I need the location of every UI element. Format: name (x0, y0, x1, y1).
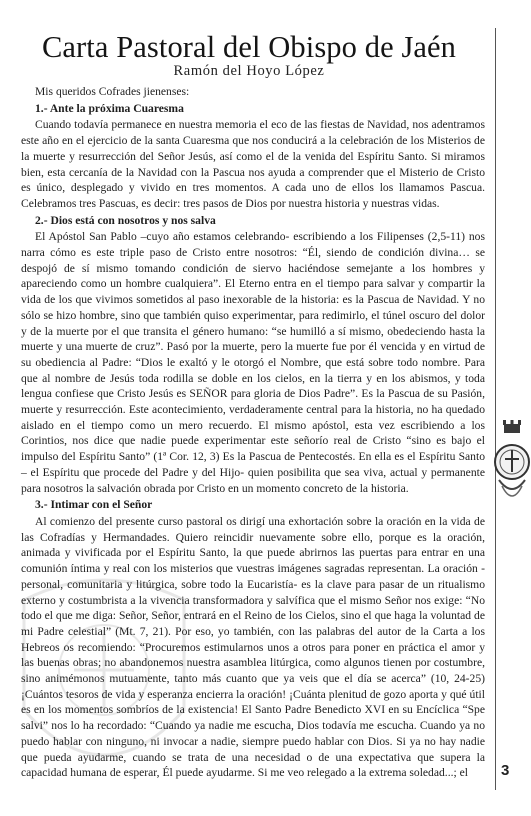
greeting: Mis queridos Cofrades jienenses: (35, 85, 190, 98)
section-paragraph: Al comienzo del presente curso pastoral os dirigí una exhortación sobre la oración en la vida de las Cofradías y Hermandades. Quiero reincidir nuevamente sobre ello, porque es la oración, animada y vivificada por el Espíritu Santo, la que puede abrirnos las puertas para entrar en una comunión íntima y real con los misterios que vuestras imágenes sagradas representan. La oración -personal, comunitaria y litúrgica, sobre todo la Eucaristía- es la clave para pasar de un ritualismo externo y costumbrista a la vivencia transformadora y salvífica que el mismo Señor nos exige: “No todo el que me diga: Señor, Señor, entrará en el Reino de los Cielos, sino el que haga la voluntad de mi Padre celestial” (Mt. 7, 21). Por eso, yo también, con las palabras del autor de la Carta a los Hebreos os recomiendo: “Procuremos estimularnos unos a otros para poner en práctica el amor y las buenas obras; no abandonemos nuestra asamblea litúrgica, como algunos tienen por costumbre, sino animémonos mutuamente, tanto más cuanto que ya veis que el día se acerca” (10, 24-25) ¡Cuántos tesoros de vida y esperanza encierra la oración! ¡Cuánta plenitud de gozo aporta y qué útil es en los momentos sombríos de la existencia! El Santo Padre Benedicto XVI en su Encíclica “Spe salvi” nos lo ha recordado: “Cuando ya nadie me escucha, Dios todavía me escucha. Cuando ya no puedo hablar con ninguno, ni invocar a nadie, siempre puedo hablar con Dios. Si ya no hay nadie que pueda ayudarme, cuando se trata de una necesidad o de una expectativa que supera la capacidad humana de esperar, Él puede ayudarme. Si me veo relegado a la extrema soledad...; el (21, 514, 485, 780)
section-heading-2: 2.- Dios está con nosotros y nos salva (35, 213, 216, 227)
letter-body (21, 84, 485, 781)
section-heading-3: 3.- Intimar con el Señor (35, 498, 153, 512)
brotherhood-emblem-icon (493, 420, 531, 512)
page-title: Carta Pastoral del Obispo de Jaén (41, 30, 457, 64)
page-number: 3 (501, 762, 510, 779)
section-paragraph: El Apóstol San Pablo –cuyo año estamos celebrando- escribiendo a los Filipenses (2,5-11) nos narra cómo es este triple paso de Cristo entre nosotros: “Él, siendo de condición divina… se despojó de sí mismo tomando condición de siervo haciéndose semejante a los hombres y apareciendo como un hombre cualquiera”. El Eterno entra en el tiempo para salvar y compartir la vida de los que vivimos sometidos al paso inexorable de la historia: es la Pascua de Navidad. Y no sólo se hizo hombre, sino que también quiso experimentar, para redimirlo, el túnel oscuro del dolor y de la muerte por el que transita el género humano: “se humilló a sí mismo, obedeciendo hasta la muerte y una muerte de cruz”. Pasó por la muerte, pero la muerte fue por él vencida y en virtud de su obediencia al Padre: “Dios le exaltó y le otorgó el Nombre, que está sobre todo nombre. Para que al nombre de Jesús toda rodilla se doble en los cielos, en la tierra y en los abismos, y toda lengua confiese que Cristo Jesús es SEÑOR para gloria de Dios Padre”. Es la Pascua de su Pasión, muerte y resurrección. Este acontecimiento, verdaderamente central para la historia, no ha quedado aislado en el tiempo como un mero recuerdo. El mismo apóstol, esta vez escribiendo a los Corintios, nos dice que nadie puede experimentar este señorío real de Cristo “sino es bajo el impulso del Espíritu Santo” (1ª Cor. 12, 3) Es la Pascua de Pentecostés. En ella es el Espíritu Santo – el Espíritu que procede del Padre y del Hijo- quien posibilita que sea viva, actual y permanente para nosotros la salvación obrada por Cristo en un momento concreto de la historia. (21, 230, 485, 495)
section-heading-1: 1.- Ante la próxima Cuaresma (35, 101, 184, 115)
margin-rule (495, 28, 496, 790)
section-paragraph: Cuando todavía permanece en nuestra memoria el eco de las fiestas de Navidad, nos adentramos este año en el ejercicio de la santa Cuaresma que nos conducirá a la celebración de los Misterios de la muerte y resurrección del Señor Jesús, así como el de la venida del Espíritu Santo. Si miramos bien, esta cercanía de la Navidad con la Pascua nos ayuda a comprender que el Misterio de Cristo es único, desplegado y vivido en tres momentos. A cada uno de ellos los llamamos Pascua. Celebramos tres Pascuas, es decir: tres pasos de Dios por nuestra historia y nuestras vidas. (21, 118, 485, 210)
author-name: Ramón del Hoyo López (173, 63, 325, 79)
